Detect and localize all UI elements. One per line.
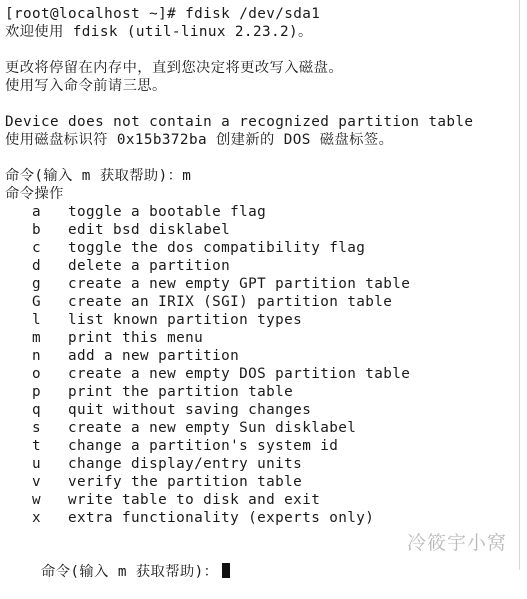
menu-item-description: print the partition table — [68, 384, 294, 400]
menu-item — [0, 401, 520, 419]
final-prompt-line[interactable] — [5, 545, 230, 580]
actions-title: 命令操作 — [5, 186, 64, 202]
menu-item — [0, 275, 520, 293]
menu-item-description: list known partition types — [68, 312, 303, 328]
menu-item-description: write table to disk and exit — [68, 492, 321, 508]
watermark: 冷筱宇小窝 — [406, 532, 507, 554]
menu-item-key: c — [32, 240, 42, 256]
menu-item-description: print this menu — [68, 330, 204, 346]
menu-item-description: quit without saving changes — [68, 402, 312, 418]
disk-label-line: 使用磁盘标识符 0x15b372ba 创建新的 DOS 磁盘标签。 — [5, 132, 394, 148]
menu-item — [0, 239, 520, 257]
menu-item — [0, 419, 520, 437]
menu-item-key: s — [32, 420, 42, 436]
menu-item — [0, 491, 520, 509]
menu-item-description: edit bsd disklabel — [68, 222, 231, 238]
notice-line: 更改将停留在内存中，直到您决定将更改写入磁盘。 — [5, 60, 344, 76]
menu-item-key: q — [32, 402, 42, 418]
menu-item-description: create a new empty Sun disklabel — [68, 420, 357, 436]
menu-item — [0, 509, 520, 527]
menu-item-key: w — [32, 492, 42, 508]
menu-item — [0, 383, 520, 401]
menu-item-description: delete a partition — [68, 258, 231, 274]
menu-item-description: toggle a bootable flag — [68, 204, 267, 220]
menu-item — [0, 293, 520, 311]
warning-line: Device does not contain a recognized partition table — [5, 114, 474, 130]
menu-item-key: d — [32, 258, 42, 274]
menu-item-key: v — [32, 474, 42, 490]
menu-item-description: add a new partition — [68, 348, 240, 364]
menu-item-key: o — [32, 366, 42, 382]
menu-item-key: b — [32, 222, 42, 238]
menu-item — [0, 365, 520, 383]
menu-item-key: n — [32, 348, 42, 364]
menu-item-key: u — [32, 456, 42, 472]
final-prompt-text: 命令(输入 m 获取帮助)： — [41, 564, 219, 580]
menu-item — [0, 311, 520, 329]
menu-item — [0, 203, 520, 221]
menu-item-key: t — [32, 438, 42, 454]
menu-item — [0, 347, 520, 365]
menu-item — [0, 221, 520, 239]
scrollbar[interactable] — [519, 0, 527, 570]
menu-item-key: x — [32, 510, 42, 526]
menu-item-description: change a partition's system id — [68, 438, 339, 454]
menu-item-key: a — [32, 204, 42, 220]
welcome-line: 欢迎使用 fdisk (util-linux 2.23.2)。 — [5, 24, 313, 40]
menu-item-description: create a new empty DOS partition table — [68, 366, 411, 382]
menu-item-key: m — [32, 330, 42, 346]
menu-item-description: verify the partition table — [68, 474, 303, 490]
command-prompt-line: 命令(输入 m 获取帮助)：m — [5, 168, 192, 184]
menu-item-description: create a new empty GPT partition table — [68, 276, 411, 292]
menu-item — [0, 473, 520, 491]
menu-item — [0, 455, 520, 473]
menu-item — [0, 329, 520, 347]
menu-item-key: p — [32, 384, 42, 400]
menu-item-key: g — [32, 276, 42, 292]
menu-item-description: extra functionality (experts only) — [68, 510, 375, 526]
menu-item-key: G — [32, 294, 42, 310]
menu-item-description: change display/entry units — [68, 456, 303, 472]
notice-line: 使用写入命令前请三思。 — [5, 78, 167, 94]
menu-item-key: l — [32, 312, 42, 328]
shell-prompt-line: [root@localhost ~]# fdisk /dev/sda1 — [5, 6, 321, 22]
menu-item — [0, 257, 520, 275]
menu-item-description: toggle the dos compatibility flag — [68, 240, 366, 256]
text-cursor — [222, 563, 230, 578]
menu-item — [0, 437, 520, 455]
menu-item-description: create an IRIX (SGI) partition table — [68, 294, 393, 310]
